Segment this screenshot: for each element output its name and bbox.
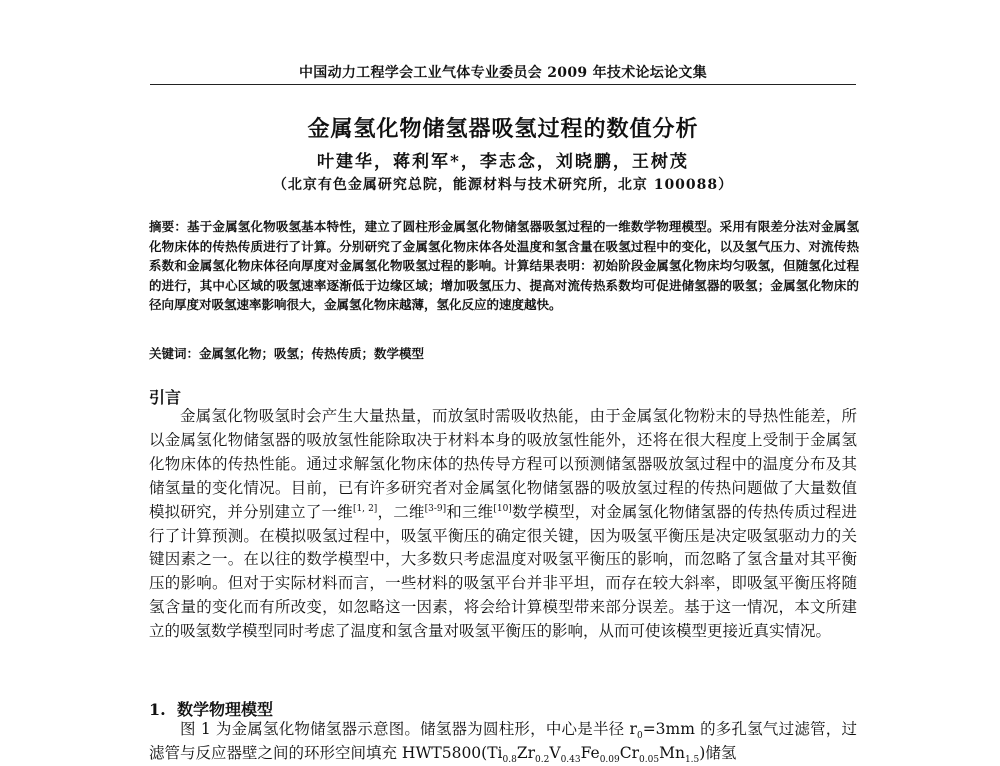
formula-element: Fe — [580, 743, 600, 762]
abstract-label: 摘要： — [149, 219, 188, 234]
radius-subscript: 0 — [636, 731, 643, 742]
sec1-text-a: 图 1 为金属氢化物储氢器示意图。储氢器为圆柱形，中心是半径 r — [180, 720, 637, 738]
formula-subscript: 0.09 — [599, 755, 620, 765]
formula-element: V — [549, 743, 561, 762]
formula-element: Mn — [659, 743, 685, 762]
formula-subscript: 0.05 — [639, 755, 660, 765]
formula-subscript: 0.43 — [560, 755, 581, 765]
formula-subscript: 0.8 — [502, 755, 517, 765]
intro-text-1: 金属氢化物吸氢时会产生大量热量，而放氢时需吸收热能，由于金属氢化物粉末的导热性能差，所以金属氢化物储氢器的吸放氢性能除取决于材料本身的吸放氢性能外，还将在很大程度上受制于金属氢化物床体的传热性能。通过求解氢化物床体的热传导方程可以预测储氢器吸放氢过程中的温度分布及其储氢量的变化情况。目前，已有许多研究者对金属氢化物储氢器的吸放氢过程的传热问题做了大量数值模拟研究，并分别建立了一维 — [149, 407, 857, 521]
formula-element: Cr — [619, 743, 640, 762]
intro-text-3: 和三维 — [446, 502, 494, 521]
section-heading-1 — [149, 697, 273, 720]
keywords — [149, 344, 859, 362]
intro-paragraph — [149, 405, 857, 644]
formula-subscript: 1.5 — [684, 755, 700, 765]
intro-text-4: 数学模型，对金属氢化物储氢器的传热传质过程进行了计算预测。在模拟吸氢过程中，吸氢平衡压的确定很关键，因为吸氢平衡压是决定吸氢驱动力的关键因素之一。在以往的数学模型中，大多数只考虑温度对吸氢平衡压的影响，而忽略了氢含量对其平衡压的影响。但对于实际材料而言，一些材料的吸氢平台并非平坦，而存在较大斜率，即吸氢平衡压将随氢含量的变化而有所改变，如忽略这一因素，将会给计算模型带来部分误差。基于这一情况，本文所建立的吸氢数学模型同时考虑了温度和氢含量对吸氢平衡压的影响，从而可使该模型更接近真实情况。 — [149, 502, 857, 641]
formula-subscript: 0.2 — [535, 755, 550, 765]
citation-3-9: [3-9] — [424, 503, 447, 514]
paper-title: 金属氢化物储氢器吸氢过程的数值分析 — [307, 116, 699, 142]
author-list: 叶建华，蒋利军*，李志念，刘晓鹏，王树茂 — [317, 152, 689, 172]
formula-element: Zr — [516, 743, 536, 762]
sec1-text-b: =3mm 的多孔氢气过滤管，过滤管与反应器壁之间的环形空间填充 HWT5800(Ti — [149, 720, 857, 762]
sec1-text-c: )储氢 — [699, 743, 737, 762]
keywords-label: 关键词： — [149, 346, 200, 361]
intro-text-2: ，二维 — [377, 502, 425, 521]
keywords-text: 金属氢化物；吸氢；传热传质；数学模型 — [199, 346, 425, 361]
running-header: 中国动力工程学会工业气体专业委员会 2009 年技术论坛论文集 — [298, 65, 707, 81]
header-rule — [150, 84, 856, 85]
citation-10: [10] — [493, 503, 512, 514]
section-heading-intro: 引言 — [149, 388, 182, 407]
abstract-text: 基于金属氢化物吸氢基本特性，建立了圆柱形金属氢化物储氢器吸氢过程的一维数学物理模型。采用有限差分法对金属氢化物床体的传热传质进行了计算。分别研究了金属氢化物床体各处温度和氢含量在吸氢过程中的变化，以及氢气压力、对流传热系数和金属氢化物床体径向厚度对金属氢化物吸氢过程的影响。计算结果表明：初始阶段金属氢化物床均匀吸氢，但随氢化过程的进行，其中心区域的吸氢速率逐渐低于边缘区域；增加吸氢压力、提高对流传热系数均可促进储氢器的吸氢；金属氢化物床的径向厚度对吸氢速率影响很大，金属氢化物床越薄，氢化反应的速度越快。 — [149, 219, 859, 313]
affiliation: （北京有色金属研究总院，能源材料与技术研究所，北京 100088） — [272, 177, 734, 193]
section-number: 1. — [149, 700, 166, 719]
citation-1-2: [1, 2] — [352, 503, 378, 514]
section-title: 数学物理模型 — [177, 700, 274, 719]
abstract — [149, 217, 859, 315]
